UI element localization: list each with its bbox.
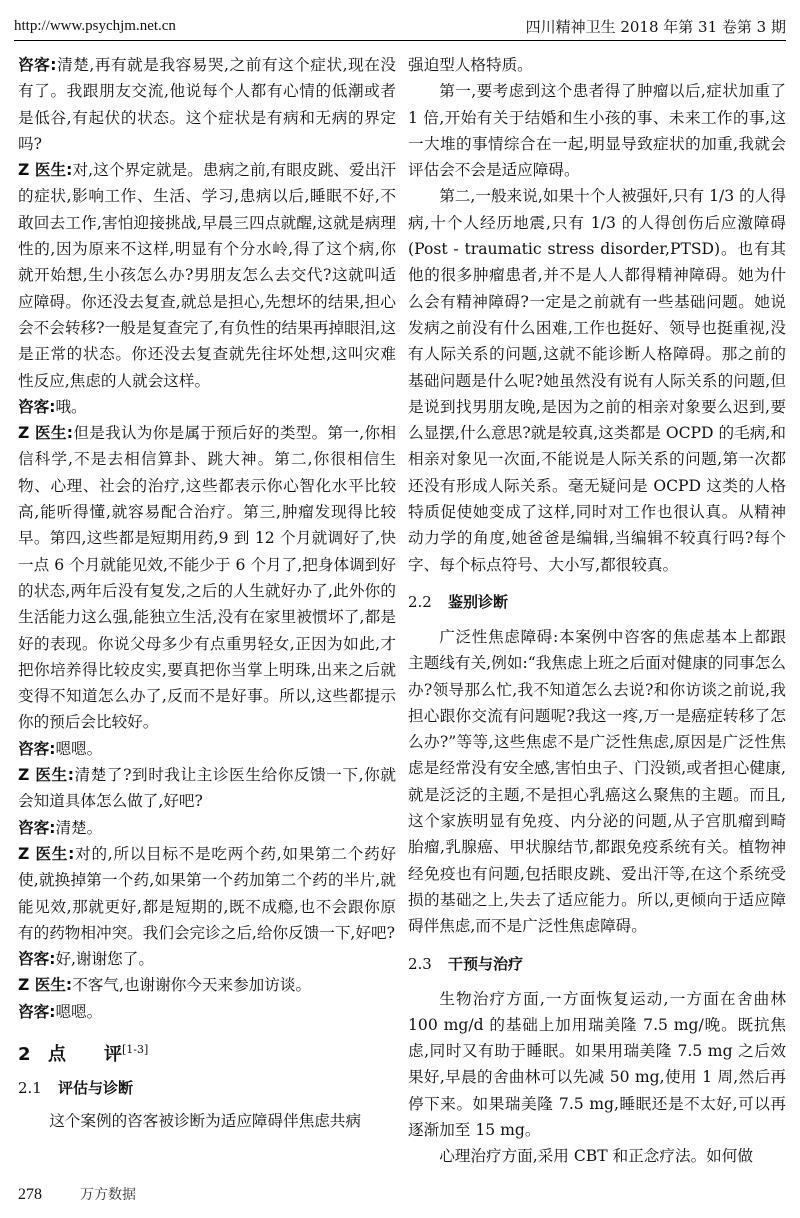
- subsection-title: 鉴别诊断: [448, 592, 509, 611]
- right-column: [408, 52, 786, 1170]
- dialogue-turn: [18, 815, 396, 841]
- left-column: [18, 52, 396, 1134]
- dialogue-turn: [18, 762, 396, 815]
- speaker-label: 咨客:: [18, 818, 56, 837]
- dialogue: [18, 52, 396, 1025]
- subsection-number: 2.2: [408, 592, 432, 611]
- speaker-label: 咨客:: [18, 1002, 56, 1021]
- section-title-part2: 评: [104, 1043, 122, 1065]
- paragraph: 第一,要考虑到这个患者得了肿瘤以后,症状加重了 1 倍,开始有关于结婚和生小孩的事、未来工作的事,这一大堆的事情综合在一起,明显导致症状的加重,我就会评估会不会是适应障碍。: [408, 82, 786, 180]
- paragraph: 这个案例的咨客被诊断为适应障碍伴焦虑共病: [49, 1111, 362, 1130]
- page-header: [14, 12, 786, 41]
- utterance: 哦。: [55, 397, 87, 416]
- utterance: 清楚。: [55, 818, 103, 837]
- utterance: 对,这个界定就是。患病之前,有眼皮跳、爱出汗的症状,影响工作、生活、学习,患病以后,睡眠不好,不敢回去工作,害怕迎接挑战,早晨三四点就醒,这就是病理性的,因为原来不这样,明显有个分水岭,得了这个病,你就开始想,生小孩怎么办?男朋友怎么去交代?这就叫适应障碍。你还没去复查,就总是担心,先想坏的结果,担心会不会转移?一般是复查完了,有负性的结果再掉眼泪,这是正常的状态。你还没去复查就先往坏处想,这叫灾难性反应,焦虑的人就会这样。: [18, 161, 396, 390]
- utterance: 对的,所以目标不是吃两个药,如果第二个药好使,就换掉第一个药,如果第一个药加第二个药的半片,就能见效,那就更好,都是短期的,既不成瘾,也不会跟你原有的药物相冲突。我们会完诊之后,给你反馈一下,好吧?: [18, 844, 396, 942]
- utterance: 嗯嗯。: [55, 1002, 103, 1021]
- watermark: 万方数据: [80, 1187, 136, 1203]
- utterance: 不客气,也谢谢你今天来参加访谈。: [72, 976, 312, 995]
- paragraph: 强迫型人格特质。: [408, 56, 533, 74]
- speaker-label: Z 医生:: [18, 976, 73, 995]
- speaker-label: 咨客:: [18, 397, 56, 416]
- paragraph: 心理治疗方面,采用 CBT 和正念疗法。如何做: [439, 1147, 753, 1166]
- subsection-title: 干预与治疗: [448, 954, 524, 973]
- speaker-label: Z 医生:: [18, 766, 74, 785]
- journal-issue: 四川精神卫生 2018 年第 31 卷第 3 期: [525, 18, 786, 36]
- utterance: 但是我认为你是属于预后好的类型。第一,你相信科学,不是去相信算卦、跳大神。第二,你很相信生物、心理、社会的治疗,这些都表示你心智化水平比较高,能听得懂,就容易配合治疗。第三,肿瘤发现得比较早。第四,这些都是短期用药,9 到 12 个月就调好了,快一点 6 个月就能见效,不能少于 6 个月了,把身体调到好的状态,两年后没有复发,之后的人生就好办了,此外你的生活能力这么强,能独立生活,没有在家里被惯坏了,都是好的表现。你说父母多少有点重男轻女,正因为如此,才把你培养得比较皮实,要真把你当掌上明珠,出来之后就变得不知道怎么办了,反而不是好事。所以,这些都提示你的预后会比较好。: [18, 424, 396, 732]
- paragraph: 生物治疗方面,一方面恢复运动,一方面在舍曲林 100 mg/d 的基础上加用瑞美隆 7.5 mg/晚。既抗焦虑,同时又有助于睡眠。如果用瑞美隆 7.5 mg 之后效果好,早晨的舍曲林可以先减 50 mg,使用 1 周,然后再停下来。如果瑞美隆 7.5 mg,睡眠还是不太好,可以再逐渐加至 15 mg。: [408, 989, 786, 1139]
- utterance: 清楚,再有就是我容易哭,之前有这个症状,现在没有了。我跟朋友交流,他说每个人都有心情的低潮或者是低谷,有起伏的状态。这个症状是有病和无病的界定吗?: [18, 56, 396, 153]
- dialogue-turn: [18, 841, 396, 946]
- subsection-2-3-heading: [408, 950, 786, 978]
- subsection-number: 2.3: [408, 954, 432, 973]
- section-2-heading: [18, 1035, 396, 1070]
- section-reference: [1-3]: [122, 1042, 149, 1056]
- paragraph: 广泛性焦虑障碍:本案例中咨客的焦虑基本上都跟主题线有关,例如:“我焦虑上班之后面对健康的同事怎么办?领导那么忙,我不知道怎么去说?和你访谈之前说,我担心跟你交流有问题呢?我这一疼,万一是癌症转移了怎么办?”等等,这些焦虑不是广泛性焦虑,原因是广泛性焦虑是经常没有安全感,害怕虫子、门没锁,或者担心健康,就是泛泛的主题,不是担心乳癌这么聚焦的主题。而且,这个家族明显有免疫、内分泌的问题,从子宫肌瘤到畸胎瘤,乳腺癌、甲状腺结节,都跟免疫系统有关。植物神经免疫也有问题,包括眼皮跳、爱出汗等,在这个系统受损的基础之上,失去了适应能力。所以,更倾向于适应障碍伴焦虑,而不是广泛性焦虑障碍。: [408, 627, 786, 936]
- utterance: 好,谢谢您了。: [55, 950, 154, 969]
- section-number: 2: [18, 1043, 31, 1065]
- speaker-label: Z 医生:: [18, 161, 73, 180]
- dialogue-turn: [18, 999, 396, 1025]
- subsection-number: 2.1: [18, 1078, 42, 1097]
- dialogue-turn: [18, 972, 396, 998]
- dialogue-turn: [18, 736, 396, 762]
- utterance: 嗯嗯。: [55, 739, 103, 758]
- utterance: 清楚了?到时我让主诊医生给你反馈一下,你就会知道具体怎么做了,好吧?: [18, 766, 396, 811]
- journal-url: http://www.psychjm.net.cn: [14, 18, 176, 34]
- page-number: 278: [18, 1186, 42, 1203]
- paragraph: 第二,一般来说,如果十个人被强奸,只有 1/3 的人得病,十个人经历地震,只有 1/3 的人得创伤后应激障碍(Post - traumatic stress disorder,PTSD)。也有其他的很多肿瘤患者,并不是人人都得精神障碍。她为什么会有精神障碍?一定是之前就有一些基础问题。她说发病之前没有什么困难,工作也挺好、领导也挺重视,没有人际关系的问题,这就不能诊断人格障碍。那之前的基础问题是什么呢?她虽然没有说有人际关系的问题,但是说到找男朋友晚,是因为之前的相亲对象要么迟到,要么显摆,什么意思?就是较真,这类都是 OCPD 的毛病,和相亲对象见一次面,不能说是人际关系的问题,第一次都还没有形成人际关系。毫无疑问是 OCPD 这类的人格特质促使她变成了这样,同时对工作也很认真。从精神动力学的角度,她爸爸是编辑,当编辑不较真行吗?每个字、每个标点符号、大小写,都很较真。: [408, 187, 786, 574]
- speaker-label: Z 医生:: [18, 424, 74, 443]
- dialogue-turn: [18, 157, 396, 394]
- dialogue-turn: [18, 946, 396, 972]
- speaker-label: 咨客:: [18, 950, 56, 969]
- dialogue-turn: [18, 420, 396, 736]
- subsection-title: 评估与诊断: [58, 1078, 134, 1097]
- subsection-2-2-heading: [408, 588, 786, 616]
- speaker-label: 咨客:: [18, 739, 56, 758]
- speaker-label: 咨客:: [18, 56, 57, 74]
- dialogue-turn: [18, 394, 396, 420]
- section-title-part1: 点: [48, 1043, 66, 1065]
- speaker-label: Z 医生:: [18, 844, 75, 863]
- subsection-2-1-heading: [18, 1074, 396, 1102]
- dialogue-turn: [18, 52, 396, 157]
